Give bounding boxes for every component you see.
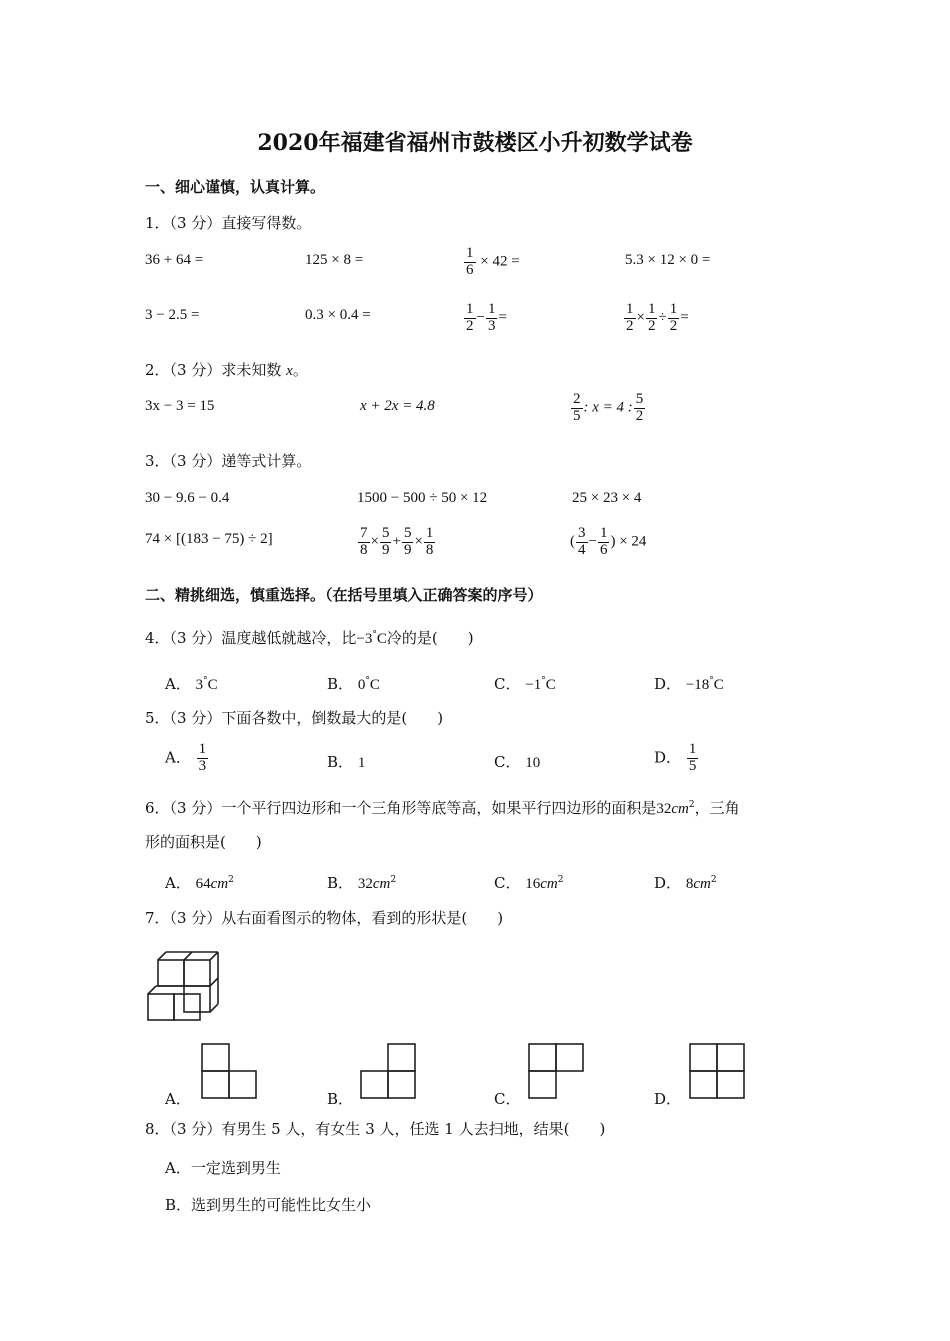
- q3-stem: 3．（3 分）递等式计算。: [145, 452, 312, 470]
- q1-stem: 1．（3 分）直接写得数。: [145, 214, 312, 232]
- q7-option-b-shape[interactable]: [360, 1043, 416, 1099]
- q4-option-c[interactable]: C． −1°C: [494, 675, 556, 693]
- q4-option-b[interactable]: B． 0°C: [327, 675, 380, 693]
- q5-option-b[interactable]: B． 1: [327, 753, 366, 771]
- cube-stack-figure: [148, 952, 220, 1022]
- q1-item-h: $\frac{1}{2}$ × $\frac{1}{2}$ ÷ $\frac{1}{2}$ =: [626, 301, 689, 334]
- q3-item-c: 25 × 23 × 4: [572, 490, 642, 506]
- fraction: $\frac{1}{6}$: [466, 245, 474, 278]
- q7-option-a-shape[interactable]: [201, 1043, 257, 1099]
- q1-item-d: 5.3 × 12 × 0 =: [625, 252, 711, 268]
- q1-item-g: $\frac{1}{2}$ − $\frac{1}{3}$ =: [466, 301, 507, 334]
- q6-stem-line2: 形的面积是( ): [145, 833, 262, 851]
- q4-option-d[interactable]: D． −18°C: [654, 675, 724, 693]
- q7-option-c-shape[interactable]: [528, 1043, 584, 1099]
- q1-item-e: 3 − 2.5 =: [145, 307, 200, 323]
- q7-option-a-label[interactable]: A．: [165, 1090, 191, 1108]
- q3-item-e: $\frac{7}{8}$ × $\frac{5}{9}$ + $\frac{5}{9}$ × $\frac{1}{8}$: [360, 525, 434, 558]
- q3-item-f: ( $\frac{3}{4}$ − $\frac{1}{6}$ ) × 24: [570, 525, 647, 558]
- q5-option-c[interactable]: C． 10: [494, 753, 541, 771]
- q2-item-b: x + 2x = 4.8: [360, 398, 435, 414]
- q6-stem: 6．（3 分）一个平行四边形和一个三角形等底等高，如果平行四边形的面积是$32cm^2$，三角: [145, 799, 740, 817]
- q5-option-d[interactable]: D． $\frac{1}{5}$: [654, 741, 697, 774]
- q1-item-b: 125 × 8 =: [305, 252, 364, 268]
- q2-item-a: 3x − 3 = 15: [145, 398, 215, 414]
- q4-stem: 4．（3 分）温度越低就越冷，比−3°C冷的是( ): [145, 629, 474, 647]
- q5-option-a[interactable]: A． $\frac{1}{3}$: [165, 741, 207, 774]
- q6-option-b[interactable]: B． $32cm^2$: [327, 874, 397, 892]
- page-title: 2020年福建省福州市鼓楼区小升初数学试卷: [257, 130, 693, 156]
- q1-item-a: 36 + 64 =: [145, 252, 204, 268]
- q7-option-d-label[interactable]: D．: [654, 1090, 682, 1108]
- q6-option-d[interactable]: D． $8cm^2$: [654, 874, 717, 892]
- q3-item-d: 74 × [(183 − 75) ÷ 2]: [145, 531, 273, 547]
- q3-item-b: 1500 − 500 ÷ 50 × 12: [357, 490, 488, 506]
- q6-option-c[interactable]: C． $16cm^2$: [494, 874, 564, 892]
- q2-stem: 2．（3 分）求未知数 x。: [145, 361, 308, 379]
- q7-option-c-label[interactable]: C．: [494, 1090, 521, 1108]
- q1-item-f: 0.3 × 0.4 =: [305, 307, 371, 323]
- section-1-heading: 一、细心谨慎，认真计算。: [145, 178, 326, 196]
- q4-option-a[interactable]: A． 3°C: [165, 675, 218, 693]
- q3-item-a: 30 − 9.6 − 0.4: [145, 490, 230, 506]
- q7-option-b-label[interactable]: B．: [327, 1090, 354, 1108]
- q1-item-c: $\frac{1}{6}$ × 42 =: [466, 245, 520, 278]
- q6-option-a[interactable]: A． $64cm^2$: [165, 874, 234, 892]
- section-2-heading: 二、精挑细选，慎重选择。（在括号里填入正确答案的序号）: [145, 586, 543, 604]
- q8-stem: 8．（3 分）有男生 5 人，有女生 3 人，任选 1 人去扫地，结果( ): [145, 1120, 606, 1138]
- q8-option-b[interactable]: B．选到男生的可能性比女生小: [165, 1196, 372, 1214]
- q2-item-c: $\frac{2}{5}$ : x = 4 : $\frac{5}{2}$: [573, 391, 644, 424]
- q5-stem: 5．（3 分）下面各数中，倒数最大的是( ): [145, 709, 444, 727]
- q8-option-a[interactable]: A．一定选到男生: [165, 1159, 281, 1177]
- q7-option-d-shape[interactable]: [689, 1043, 745, 1099]
- q7-stem: 7．（3 分）从右面看图示的物体，看到的形状是( ): [145, 909, 504, 927]
